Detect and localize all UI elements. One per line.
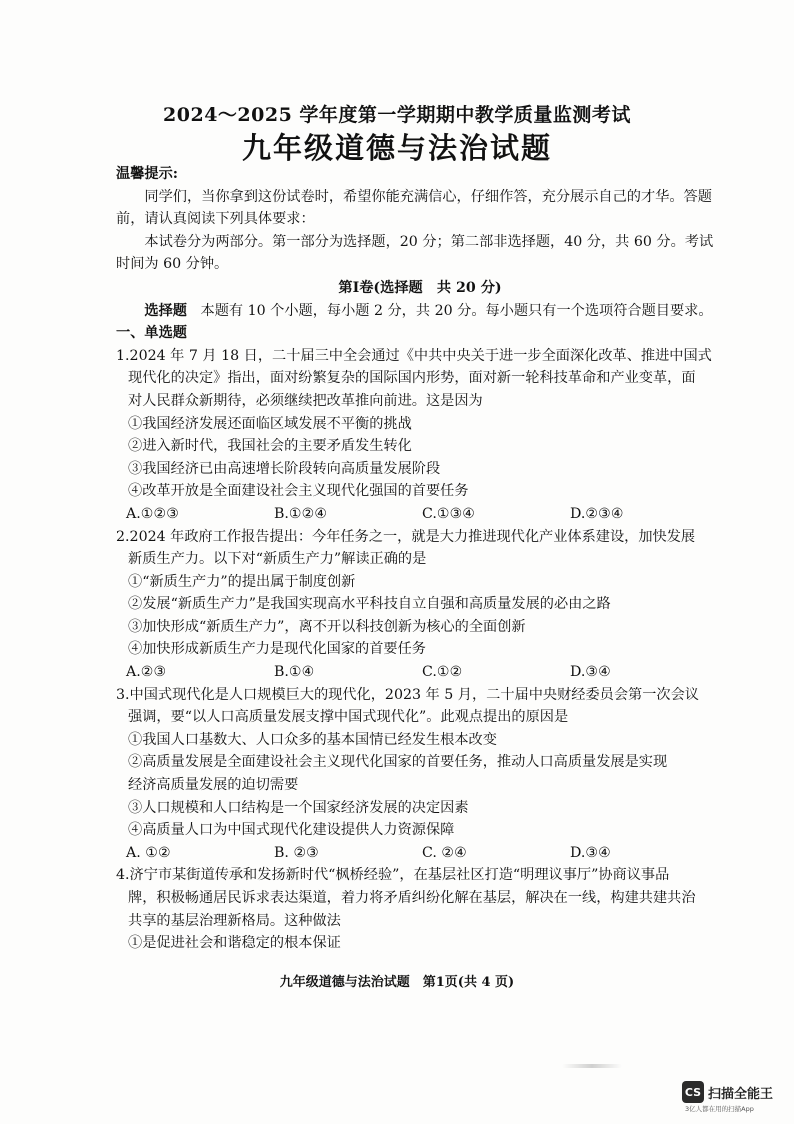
option-c: C.①③④ xyxy=(422,505,476,522)
statement-item: ①我国经济发展还面临区域发展不平衡的挑战 xyxy=(128,415,412,432)
option-d: D.③④ xyxy=(570,664,611,681)
section-heading: 一、单选题 xyxy=(116,325,187,342)
option-c: C.①② xyxy=(422,664,463,681)
statement-item: ④加快形成新质生产力是现代化国家的首要任务 xyxy=(128,641,426,658)
section-title: 第Ⅰ卷(选择题 共 20 分) xyxy=(338,279,502,296)
question-3 xyxy=(116,684,724,865)
answer-options xyxy=(116,842,724,865)
statement-item: ④改革开放是全面建设社会主义现代化强国的首要任务 xyxy=(128,483,469,500)
statement-item: ①是促进社会和谐稳定的根本保证 xyxy=(128,935,341,952)
scanner-watermark xyxy=(682,1081,773,1103)
statement-item: ④高质量人口为中国式现代化建设提供人力资源保障 xyxy=(128,822,455,839)
section-instruction xyxy=(116,300,724,323)
question-stem-line: 共享的基层治理新格局。这种做法 xyxy=(128,912,341,929)
statement-item: ③人口规模和人口结构是一个国家经济发展的决定因素 xyxy=(128,799,469,816)
question-4 xyxy=(116,864,724,954)
answer-options xyxy=(116,661,724,684)
exam-header-title: 2024～2025 学年度第一学期期中教学质量监测考试 xyxy=(163,104,631,126)
intro-paragraph-2: 本试卷分为两部分。第一部分为选择题，20 分；第二部非选择题，40 分，共 60 分。考试时间为 60 分钟。 xyxy=(116,233,714,273)
instruction-text: 本题有 10 个小题，每小题 2 分，共 20 分。每小题只有一个选项符合题目要求。 xyxy=(200,302,713,319)
exam-content xyxy=(116,163,724,955)
statement-item: ①“新质生产力”的提出属于制度创新 xyxy=(128,573,356,590)
answer-options xyxy=(116,503,724,526)
question-stem-line: 现代化的决定》指出，面对纷繁复杂的国际国内形势，面对新一轮科技革命和产业变革，面 xyxy=(128,370,696,387)
scan-smudge xyxy=(562,1064,622,1068)
question-2 xyxy=(116,526,724,684)
option-b: B. ②③ xyxy=(274,844,319,861)
statement-item: ①我国人口基数大、人口众多的基本国情已经发生根本改变 xyxy=(128,731,497,748)
option-a: A.①②③ xyxy=(126,505,179,522)
option-a: A. ①② xyxy=(126,844,171,861)
option-d: D.②③④ xyxy=(570,505,624,522)
statement-item: ③我国经济已由高速增长阶段转向高质量发展阶段 xyxy=(128,460,441,477)
instruction-label: 选择题 xyxy=(144,302,187,319)
question-stem-line: 2.2024 年政府工作报告提出：今年任务之一，就是大力推进现代化产业体系建设，加快发展 xyxy=(116,528,696,545)
tip-title: 温馨提示: xyxy=(116,166,178,182)
page-footer: 九年级道德与法治试题 第1页(共 4 页) xyxy=(279,975,515,990)
question-stem-line: 强调，要“以人口高质量发展支撑中国式现代化”。此观点提出的原因是 xyxy=(128,709,569,726)
statement-item: ③加快形成“新质生产力”，离不开以科技创新为核心的全面创新 xyxy=(128,618,526,635)
statement-item: ②高质量发展是全面建设社会主义现代化国家的首要任务，推动人口高质量发展是实现 xyxy=(128,754,668,771)
statement-item: ②进入新时代，我国社会的主要矛盾发生转化 xyxy=(128,438,412,455)
question-stem-line: 4.济宁市某街道传承和发扬新时代“枫桥经验”，在基层社区打造“明理议事厅”协商议事品 xyxy=(116,867,670,884)
question-1 xyxy=(116,345,724,526)
statement-item: ②发展“新质生产力”是我国实现高水平科技自立自强和高质量发展的必由之路 xyxy=(128,596,611,613)
statement-item: 经济高质量发展的迫切需要 xyxy=(128,777,299,794)
camscanner-logo-icon: CS xyxy=(682,1081,704,1103)
option-b: B.①④ xyxy=(274,664,315,681)
option-c: C. ②④ xyxy=(422,844,467,861)
intro-paragraph-1: 同学们，当你拿到这份试卷时，希望你能充满信心，仔细作答，充分展示自己的才华。答题前，请认真阅读下列具体要求： xyxy=(116,188,712,228)
question-stem-line: 新质生产力。以下对“新质生产力”解读正确的是 xyxy=(128,551,427,568)
question-stem-line: 3.中国式现代化是人口规模巨大的现代化，2023 年 5 月，二十届中央财经委员会第一次会议 xyxy=(116,686,699,703)
watermark-name: 扫描全能王 xyxy=(708,1086,774,1102)
question-stem-line: 对人民群众新期待，必须继续把改革推向前进。这是因为 xyxy=(128,392,483,409)
question-stem-line: 牌，积极畅通居民诉求表达渠道，着力将矛盾纠纷化解在基层，解决在一线，构建共建共治 xyxy=(128,890,696,906)
option-d: D.③④ xyxy=(570,844,611,861)
option-a: A.②③ xyxy=(126,664,167,681)
option-b: B.①②④ xyxy=(274,505,328,522)
exam-subject-title: 九年级道德与法治试题 xyxy=(241,131,552,165)
question-stem-line: 1.2024 年 7 月 18 日，二十届三中全会通过《中共中央关于进一步全面深化改革、推进中国式 xyxy=(116,347,712,364)
watermark-tagline: 3亿人都在用的扫描App xyxy=(685,1105,754,1113)
